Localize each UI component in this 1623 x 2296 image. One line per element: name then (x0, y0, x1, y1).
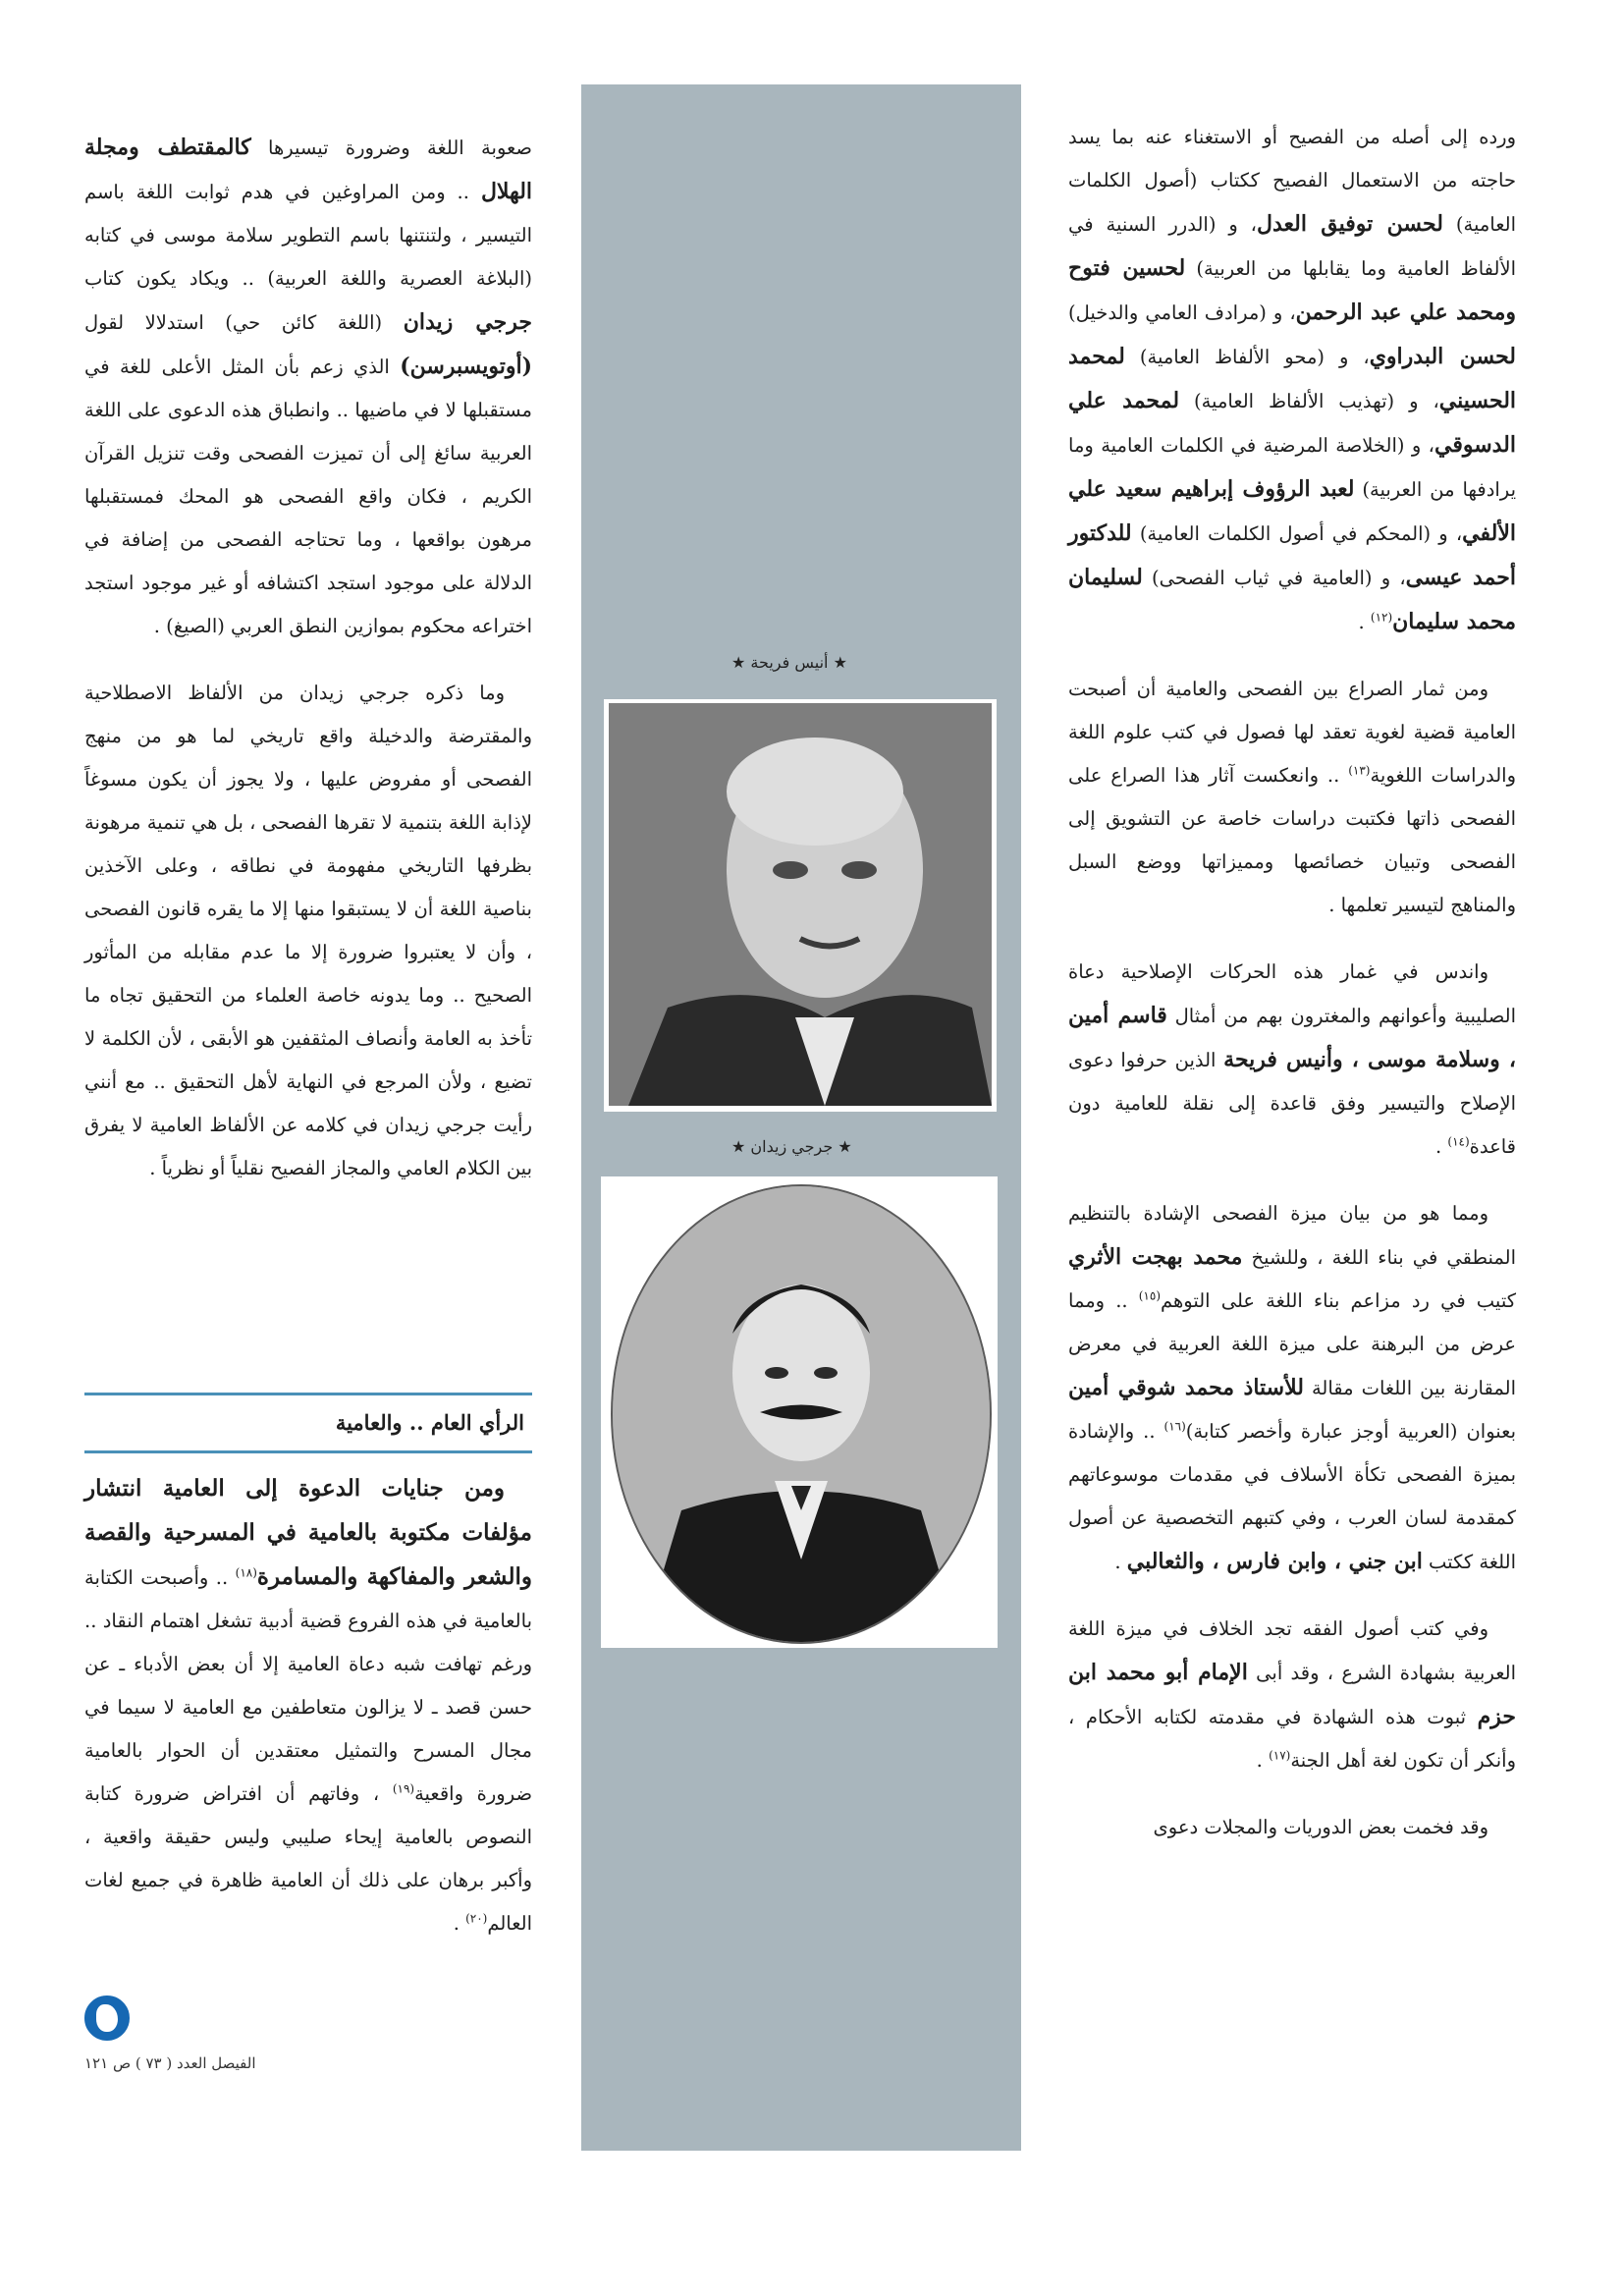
paragraph: ومما هو من بيان ميزة الفصحى الإشادة بالتنظيم المنطقي في بناء اللغة ، وللشيخ محمد بهجت الأثري كتيب في رد مزاعم بناء اللغة على التوهم$^{(١٥)}$ .. ومما عرض من البرهنة على ميزة اللغة العربية في معرض المقارنة بين اللغات مقالة للأستاذ محمد شوقي أمين بعنوان (العربية أوجز عبارة وأخصر كتابة)$^{(١٦)}$ .. والإشادة بميزة الفصحى تكأة الأسلاف في مقدمات موسوعاتهم كمقدمة لسان العرب ، وفي كتبهم التخصصية عن أصول اللغة ككتب ابن جني ، وابن فارس ، والثعالبي . (1068, 1202, 1516, 1574)
paragraph: صعوبة اللغة وضرورة تيسيرها كالمقتطف ومجلة الهلال .. ومن المراوغين في هدم ثوابت اللغة باسم التيسير ، ولتنتنها باسم التطوير سلامة موسى في كتابه (البلاغة العصرية واللغة العربية) .. ويكاد يكون كتاب جرجي زيدان (اللغة كائن حي) استدلالا لقول (أوتويسبرسن) الذي زعم بأن المثل الأعلى للغة في مستقبلها لا في ماضيها .. وانطباق هذه الدعوى على اللغة العربية سائغ إلى أن تميزت الفصحى وقت تنزيل القرآن الكريم ، فكان واقع الفصحى هو المحك فمستقبلها مرهون بواقعها ، وما تحتاجه الفصحى من إضافة في الدلالة على موجود استجد اكتشافه أو غير موجود استجد اختراعه محكوم بموازين النطق العربي (الصيغ) . (84, 135, 533, 637)
photo-caption-anis-freiha: ★ أنيس فريحة ★ (731, 653, 847, 672)
paragraph: ومن ثمار الصراع بين الفصحى والعامية أن أصبحت العامية قضية لغوية تعقد لها فصول في كتب علوم اللغة والدراسات اللغوية$^{(١٣)}$ .. وانعكست آثار هذا الصراع على الفصحى ذاتها فكتبت دراسات خاصة عن التشويق إلى الفصحى وتبيان خصائصها ومميزاتها ووضع السبل والمناهج لتيسير تعلمها . (1068, 678, 1516, 916)
text-column-right (1068, 116, 1516, 1873)
photo-caption-jurji-zaydan: ★ جرجي زيدان ★ (731, 1137, 852, 1156)
paragraph: واندس في غمار هذه الحركات الإصلاحية دعاة الصليبية وأعوانهم والمغترون بهم من أمثال قاسم أمين ، وسلامة موسى ، وأنيس فريحة الذين حرفوا دعوى الإصلاح والتيسير وفق قاعدة إلى نقلة للعامية دون قاعدة$^{(١٤)}$ . (1068, 960, 1516, 1158)
text-column-left-continued (84, 1467, 532, 1969)
paragraph: ورده إلى أصله من الفصيح أو الاستغناء عنه بما يسد حاجته من الاستعمال الفصيح ككتاب (أصول الكلمات العامية) لحسن توفيق العدل، و (الدرر السنية في الألفاظ العامية وما يقابلها من العربية) لحسين فتوح ومحمد علي عبد الرحمن، و (مرادف العامي والدخيل) لحسن البدراوي، و (محو الألفاظ العامية) لمحمد الحسيني، و (تهذيب الألفاظ العامية) لمحمد علي الدسوقي، و (الخلاصة المرضية في الكلمات العامية وما يرادفها من العربية) لعبد الرؤوف إبراهيم سعيد علي الألفي، و (المحكم في أصول الكلمات العامية) للدكتور أحمد عيسى، و (العامية في ثياب الفصحى) لسليمان محمد سليمان$^{(١٢)}$ . (1068, 126, 1517, 634)
paragraph: وقد فخمت بعض الدوريات والمجلات دعوى (1153, 1816, 1488, 1838)
paragraph: وما ذكره جرجي زيدان من الألفاظ الاصطلاحية والمقترضة والدخيلة واقع تاريخي لما هو من منهج الفصحى أو مفروض عليها ، ولا يجوز أن يكون مسوغاً لإذابة اللغة بتنمية لا تقرها الفصحى ، بل هي تنمية مرهونة بظرفها التاريخي مفهومة في نطاقه ، وعلى الآخذين بناصية اللغة أن لا يستبقوا منها إلا ما يقره قانون الفصحى ، وأن لا يعتبروا ضرورة إلا ما عدم مقابله من المأثور الصحيح .. وما يدونه خاصة العلماء من التحقيق تجاه ما تأخذ به العامة وأنصاف المثقفين هو الأبقى ، لأن الكلمة لا تضيع ، ولأن المرجع في النهاية لأهل التحقيق .. مع أنني رأيت جرجي زيدان في كلامه عن الألفاظ العامية لا يفرق بين الكلام العامي والمجاز الفصيح نقلياً أو نظرياً . (84, 682, 532, 1179)
portrait-jurji-zaydan (611, 1184, 992, 1644)
section-subheading: الرأي العام .. والعامية (84, 1393, 532, 1453)
photo-strip-background (581, 84, 1021, 2151)
text-column-left (84, 126, 532, 1214)
portrait-anis-freiha (609, 703, 992, 1106)
page-footer: الفيصل العدد ( ٧٣ ) ص ١٢١ (84, 2054, 256, 2072)
magazine-logo-icon (84, 1995, 130, 2041)
paragraph: وفي كتب أصول الفقه تجد الخلاف في ميزة اللغة العربية بشهادة الشرع ، وقد أبى الإمام أبو محمد ابن حزم ثبوت هذه الشهادة في مقدمته لكتابه الأحكام ، وأنكر أن تكون لغة أهل الجنة$^{(١٧)}$ . (1068, 1617, 1517, 1772)
paragraph: ومن جنايات الدعوة إلى العامية انتشار مؤلفات مكتوبة بالعامية في المسرحية والقصة والشعر والمفاكهة والمسامرة$^{(١٨)}$ .. وأصبحت الكتابة بالعامية في هذه الفروع قضية أدبية تشغل اهتمام النقاد .. ورغم تهافت شبه دعاة العامية إلا أن بعض الأدباء ـ عن حسن قصد ـ لا يزالون متعاطفين مع العامية لا سيما في مجال المسرح والتمثيل معتقدين أن الحوار بالعامية ضرورة واقعية$^{(١٩)}$ ، وفاتهم أن افتراض ضرورة كتابة النصوص بالعامية إيحاء صليبي وليس حقيقة واقعية ، وأكبر برهان على ذلك أن العامية ظاهرة في جميع لغات العالم$^{(٢٠)}$ . (84, 1475, 533, 1935)
